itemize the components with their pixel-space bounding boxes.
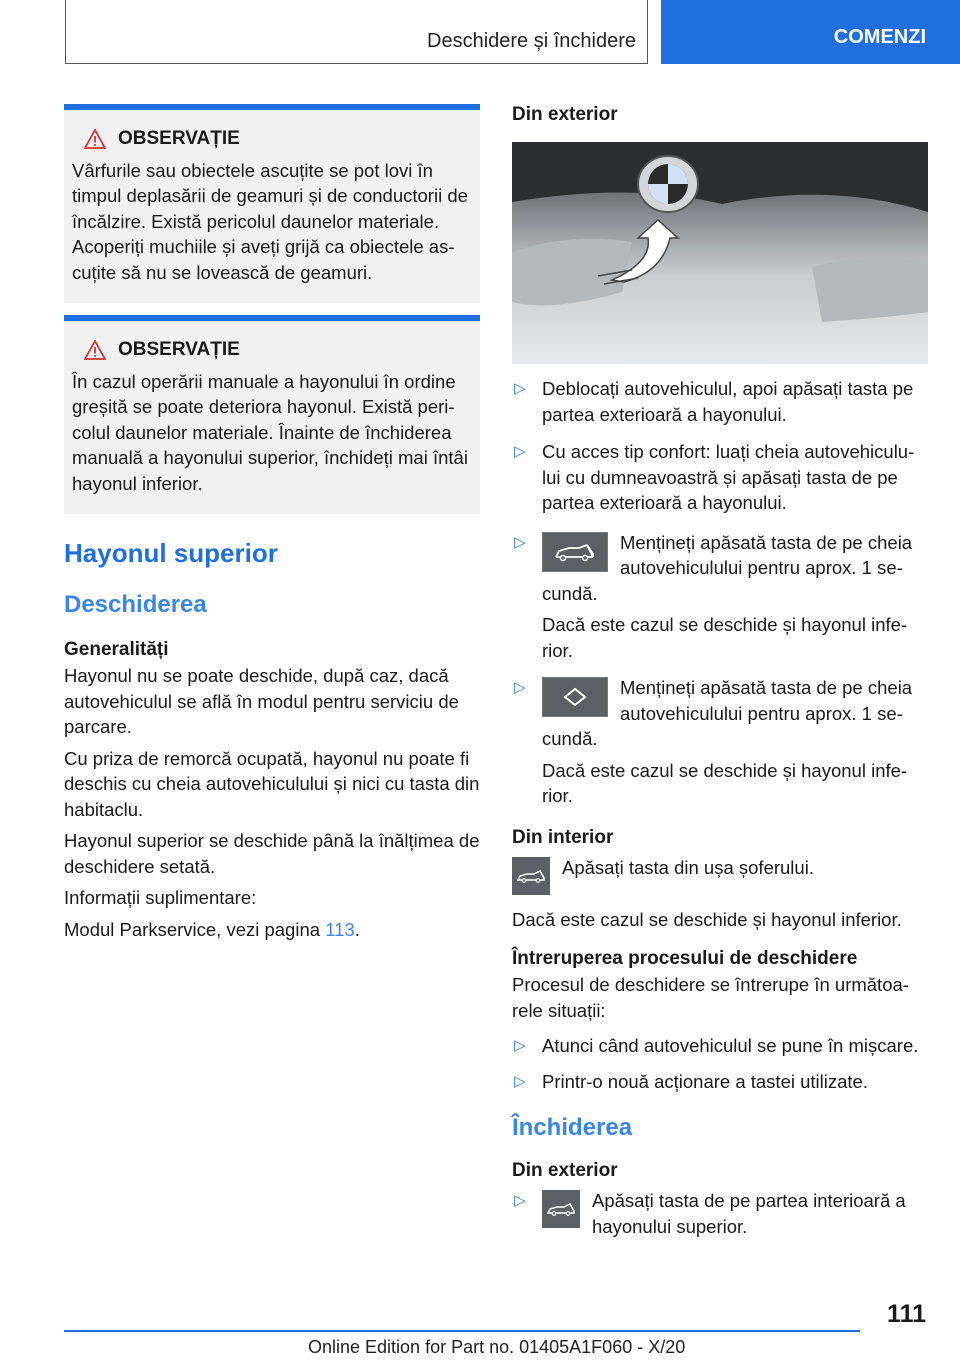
warning-text-2: În cazul operării manuale a hayonului în ordine greșită se poate deteriora hayonul. Există peri-colul daunelor materiale. Înainte de închiderea manuală a hayonului superior, închideți mai întâi hayonul inferior. <box>72 370 468 494</box>
triangle-bullet-icon: ▷ <box>514 443 526 460</box>
bmw-key-logo-icon <box>542 677 608 717</box>
list-item-text: Mențineți apăsată tasta de pe cheia autovehiculului pentru aprox. 1 se-cundă. <box>542 531 913 604</box>
warning-title-text-1: OBSERVAȚIE <box>118 128 240 149</box>
triangle-bullet-icon: ▷ <box>514 679 526 696</box>
list-item-text: Mențineți apăsată tasta de pe cheia autovehiculului pentru aprox. 1 se-cundă. <box>542 677 913 749</box>
left-column <box>64 104 480 942</box>
header-tab-label: COMENZI <box>833 25 926 48</box>
page-number: 111 <box>887 1300 926 1328</box>
warning-title-text-2: OBSERVAȚIE <box>118 339 240 360</box>
tailgate-button-icon <box>512 857 550 895</box>
paragraph-5-text: Modul Parkservice, vezi pagina <box>64 918 326 940</box>
footer-divider <box>64 1330 860 1332</box>
interior-label: Din interior <box>512 826 614 848</box>
exterior-steps-list <box>512 376 928 516</box>
tailgate-button-icon <box>542 1190 580 1228</box>
right-column <box>512 104 928 1239</box>
exterior-label: Din exterior <box>512 104 618 125</box>
interrupt-label: Întreruperea procesului de deschidere <box>512 948 858 969</box>
interrupt-text: Procesul de deschidere se întrerupe în următoa-rele situații: <box>512 974 909 1021</box>
triangle-bullet-icon: ▷ <box>514 1037 526 1054</box>
tailgate-button-photo <box>512 142 928 364</box>
closing-title: Închiderea <box>512 1114 633 1141</box>
list-item <box>512 439 928 516</box>
header-section-title: Deschidere și închidere <box>427 30 636 52</box>
list-item <box>512 1188 928 1239</box>
list-item <box>512 1033 928 1059</box>
list-item <box>512 376 928 427</box>
list-item <box>512 675 928 752</box>
list-item-text: Deblocați autovehiculul, apoi apăsați tasta pe partea exterioară a hayonului. <box>542 378 914 425</box>
closing-exterior-label: Din exterior <box>512 1160 618 1181</box>
key-note-1: Dacă este cazul se deschide și hayonul infe-rior. <box>542 614 908 661</box>
triangle-bullet-icon: ▷ <box>514 380 526 397</box>
warning-triangle-icon <box>84 340 106 360</box>
subsection-title: Deschiderea <box>64 591 207 618</box>
paragraph-5-suffix: . <box>354 918 360 940</box>
closing-list <box>512 1188 928 1239</box>
triangle-bullet-icon: ▷ <box>514 1192 526 1209</box>
paragraph-1: Hayonul nu se poate deschide, după caz, dacă autovehiculul se află în modul pentru serviciu de parcare. <box>64 665 459 737</box>
interior-text: Apăsați tasta din ușa șoferului. <box>562 856 814 878</box>
list-item-text: Apăsați tasta de pe partea interioară a hayonului superior. <box>592 1190 906 1237</box>
paragraph-4: Informații suplimentare: <box>64 887 257 908</box>
list-item-text: Cu acces tip confort: luați cheia autovehiculu-lui cu dumneavoastră și apăsați tasta de pe partea exterioară a hayonului. <box>542 441 915 513</box>
warning-triangle-icon <box>84 129 106 149</box>
paragraph-5 <box>64 917 480 943</box>
header-tab-comenzi[interactable] <box>661 0 960 64</box>
paragraph-2: Cu priza de remorcă ocupată, hayonul nu poate fi deschis cu cheia autovehiculului și nici cu tasta din habitaclu. <box>64 747 480 820</box>
footer-edition: Online Edition for Part no. 01405A1F060 - X/20 <box>308 1337 686 1357</box>
list-item <box>512 530 928 607</box>
general-label: Generalități <box>64 639 169 660</box>
warning-text-1: Vârfurile sau obiectele ascuțite se pot lovi în timpul deplasării de geamuri și de conductorii de încălzire. Există pericolul daunelor materiale. Acoperiți muchiile și aveți grijă ca obiectele as-cuțite să nu se lovească de geamuri. <box>72 159 468 283</box>
interior-note: Dacă este cazul se deschide și hayonul inferior. <box>512 908 902 930</box>
key-steps-list-2 <box>512 675 928 752</box>
section-title: Hayonul superior <box>64 538 278 568</box>
list-item <box>512 1069 928 1095</box>
warning-box-1 <box>64 104 480 303</box>
key-steps-list <box>512 530 928 607</box>
triangle-bullet-icon: ▷ <box>514 533 526 551</box>
warning-title-2 <box>84 337 470 363</box>
tailgate-car-key-icon <box>542 532 608 572</box>
interior-step <box>512 855 928 895</box>
key-note-2: Dacă este cazul se deschide și hayonul infe-rior. <box>542 759 908 806</box>
warning-box-2 <box>64 315 480 514</box>
warning-title-1 <box>84 126 470 152</box>
page-reference-link[interactable]: 113 <box>325 918 355 940</box>
list-item-text: Atunci când autovehiculul se pune în mișcare. <box>542 1035 919 1056</box>
interrupt-list <box>512 1033 928 1094</box>
paragraph-3: Hayonul superior se deschide până la înălțimea de deschidere setată. <box>64 830 480 877</box>
list-item-text: Printr-o nouă acționare a tastei utilizate. <box>542 1070 868 1092</box>
triangle-bullet-icon: ▷ <box>514 1072 526 1090</box>
